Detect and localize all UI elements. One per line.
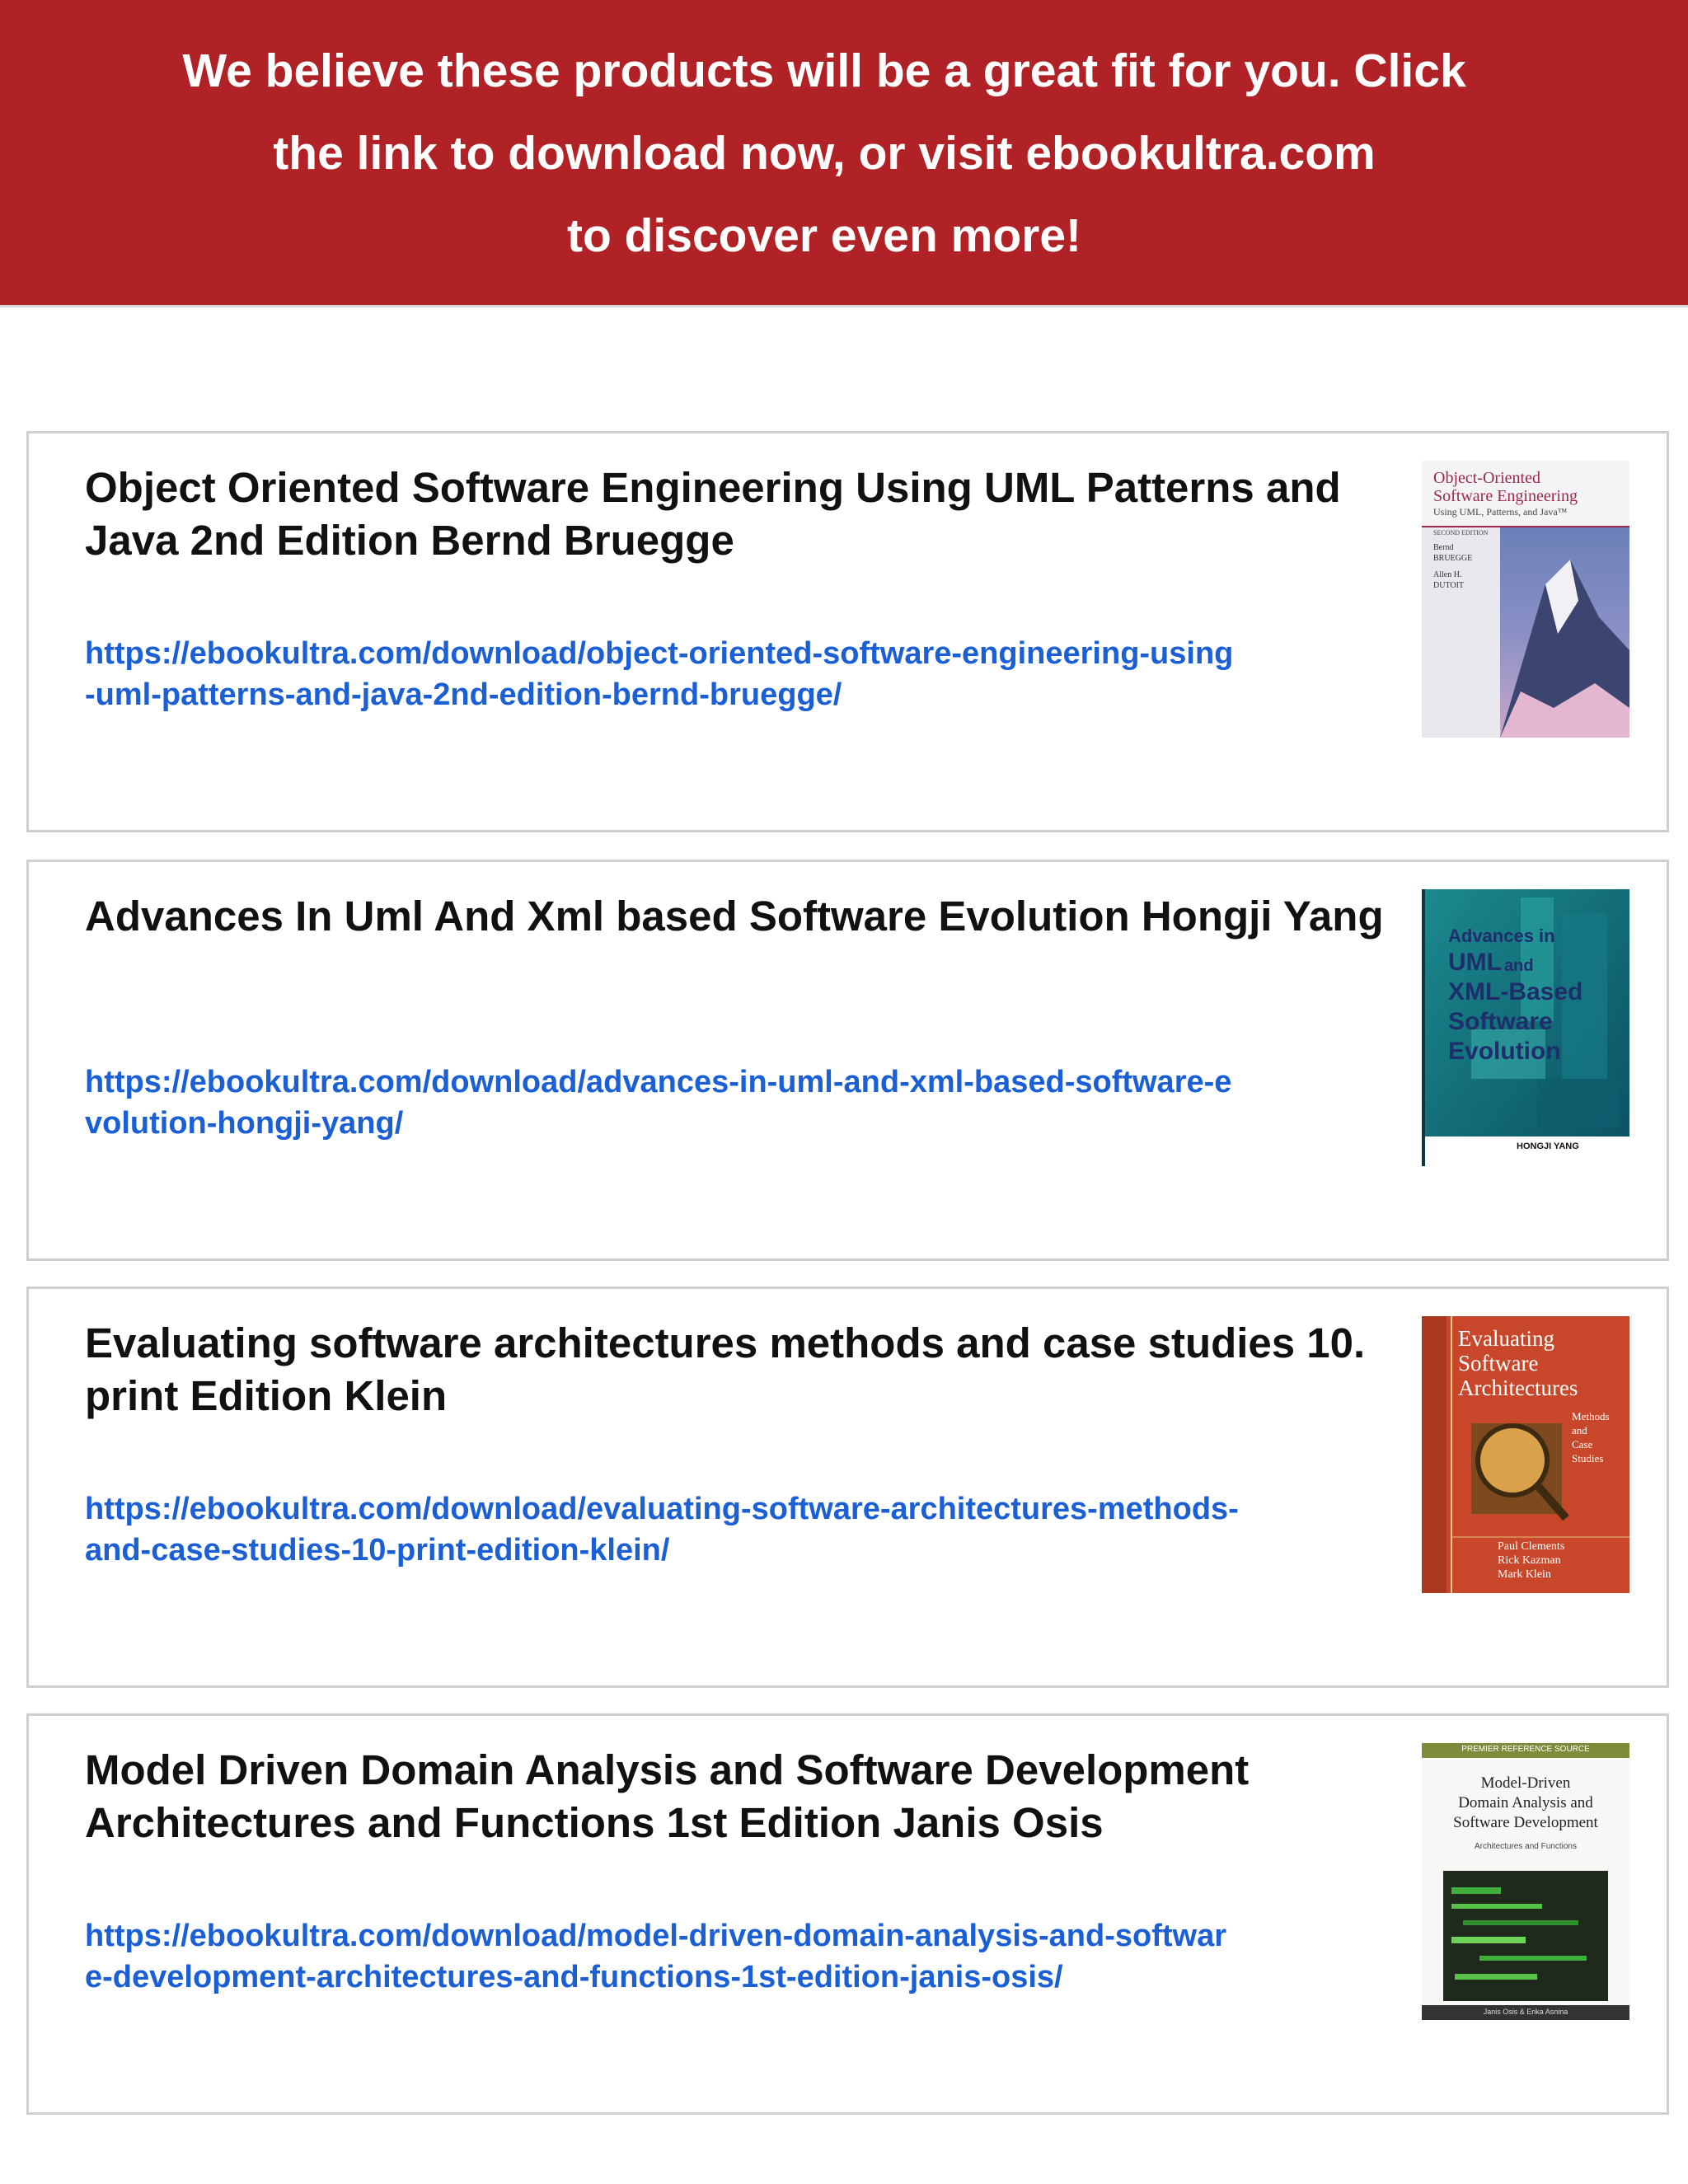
cover-line5: Evolution bbox=[1448, 1038, 1561, 1065]
cover-author1-first: Bernd bbox=[1433, 543, 1454, 552]
cover-author3: Mark Klein bbox=[1498, 1568, 1551, 1581]
cover-line1: Advances in bbox=[1448, 926, 1555, 946]
cover-title-line2: Software Engineering bbox=[1433, 487, 1578, 505]
product-title: Model Driven Domain Analysis and Software Development Architectures and Functions 1st Edition Janis Osis bbox=[85, 1746, 1250, 1846]
product-card bbox=[26, 431, 1669, 832]
cover-sub3: Case bbox=[1572, 1438, 1593, 1451]
banner-line-2: the link to download now, or visit ebookultra.com bbox=[273, 127, 1376, 180]
banner-line-3: to discover even more! bbox=[566, 209, 1082, 262]
product-card bbox=[26, 860, 1669, 1261]
product-card bbox=[26, 1286, 1669, 1688]
cover-line2a: UML bbox=[1448, 949, 1502, 976]
product-title: Evaluating software architectures methods and case studies 10. print Edition Klein bbox=[85, 1319, 1366, 1419]
cover-sub: Architectures and Functions bbox=[1475, 1842, 1577, 1851]
cover-line3: Software Development bbox=[1453, 1814, 1598, 1831]
cover-line2: Domain Analysis and bbox=[1458, 1794, 1593, 1811]
cover-author2-first: Allen H. bbox=[1433, 570, 1462, 579]
book-cover[interactable] bbox=[1422, 1743, 1629, 2020]
product-download-link[interactable]: https://ebookultra.com/download/advances-in-uml-and-xml-based-software-evolution-hongji-yang/ bbox=[85, 1065, 1232, 1141]
banner-line-1: We believe these products will be a great fit for you. Click bbox=[182, 45, 1466, 97]
promo-banner bbox=[0, 0, 1688, 307]
cover-author1: Paul Clements bbox=[1498, 1540, 1565, 1553]
cover-line4: Software bbox=[1448, 1008, 1553, 1035]
book-cover[interactable] bbox=[1422, 1316, 1629, 1593]
cover-author: HONGJI YANG bbox=[1517, 1141, 1579, 1151]
cover-author1-last: BRUEGGE bbox=[1433, 554, 1473, 563]
product-card bbox=[26, 1713, 1669, 2115]
product-title: Object Oriented Software Engineering Using UML Patterns and Java 2nd Edition Bernd Bruegge bbox=[85, 464, 1341, 564]
book-cover[interactable] bbox=[1422, 889, 1629, 1166]
cover-edition: SECOND EDITION bbox=[1433, 529, 1489, 537]
product-download-link[interactable]: https://ebookultra.com/download/evaluating-software-architectures-methods-and-case-studies-10-print-edition-klein/ bbox=[85, 1492, 1239, 1568]
cover-title-line1: Object-Oriented bbox=[1433, 469, 1540, 487]
cover-line1: Model-Driven bbox=[1480, 1774, 1571, 1792]
cover-author2: Rick Kazman bbox=[1498, 1554, 1561, 1567]
cover-band: PREMIER REFERENCE SOURCE bbox=[1461, 1745, 1590, 1754]
cover-author2-last: DUTOIT bbox=[1433, 581, 1465, 590]
product-download-link[interactable]: https://ebookultra.com/download/object-oriented-software-engineering-using-uml-patterns-and-java-2nd-edition-bernd-bruegge/ bbox=[85, 636, 1234, 712]
cover-line3: Architectures bbox=[1458, 1376, 1578, 1400]
product-download-link[interactable]: https://ebookultra.com/download/model-driven-domain-analysis-and-software-development-architectures-and-functions-1st-edition-janis-osis/ bbox=[85, 1919, 1227, 1994]
cover-line3: XML-Based bbox=[1448, 978, 1583, 1005]
cover-subtitle: Using UML, Patterns, and Java™ bbox=[1433, 506, 1568, 518]
cover-line1: Evaluating bbox=[1458, 1326, 1554, 1351]
product-title: Advances In Uml And Xml based Software Evolution Hongji Yang bbox=[85, 893, 1384, 940]
cover-sub4: Studies bbox=[1572, 1452, 1604, 1465]
cover-line2: Software bbox=[1458, 1351, 1539, 1376]
cover-sub2: and bbox=[1572, 1424, 1587, 1436]
cover-sub1: Methods bbox=[1572, 1410, 1610, 1422]
cover-line2b: and bbox=[1504, 957, 1534, 975]
book-cover[interactable] bbox=[1422, 461, 1629, 738]
cover-authors: Janis Osis & Erika Asnina bbox=[1483, 2008, 1568, 2016]
